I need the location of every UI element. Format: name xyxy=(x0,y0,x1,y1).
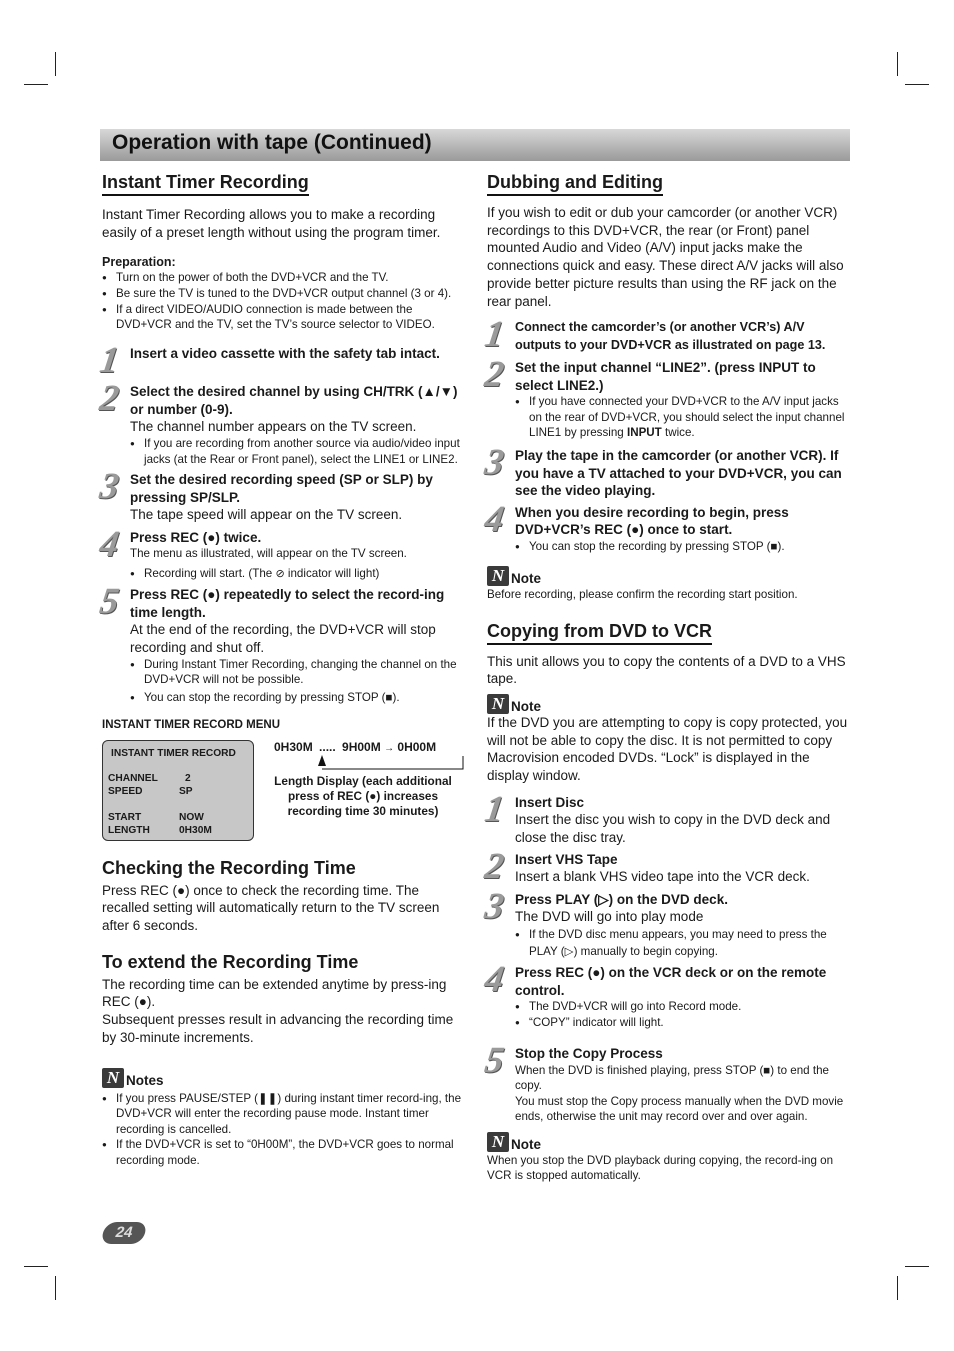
step-number: 1 xyxy=(482,314,505,356)
step-text: The tape speed will appear on the TV screen. xyxy=(130,507,403,523)
menu-illustration xyxy=(102,740,464,844)
crop-mark xyxy=(897,1276,898,1300)
bracket-arrow-icon xyxy=(314,754,464,772)
instant-timer-intro: Instant Timer Recording allows you to make a recording easily of a preset length without using the program timer. xyxy=(102,207,441,240)
list-item: ● During Instant Timer Recording, changing the channel on the DVD+VCR will not be possible. xyxy=(130,657,464,688)
length-display-caption: Length Display (each additional press of REC (●) increases recording time 30 minutes) xyxy=(274,773,452,819)
notes-label: Notes xyxy=(126,1072,164,1088)
step-number: 2 xyxy=(482,845,505,887)
menu-length-value: 0H30M xyxy=(179,824,212,836)
length-sequence xyxy=(274,740,464,754)
instant-timer-heading: Instant Timer Recording xyxy=(102,172,309,196)
step-title: Stop the Copy Process xyxy=(515,1046,663,1062)
menu-channel-label: CHANNEL xyxy=(108,772,158,784)
list-item: ● If you are recording from another source via audio/video input jacks (at the Rear or Front panel), select the LINE1 or LINE2. xyxy=(130,436,464,467)
step-title: Press REC (●) twice. xyxy=(130,529,262,545)
left-column xyxy=(97,172,464,1169)
preparation-list xyxy=(102,270,464,332)
dubbing-heading: Dubbing and Editing xyxy=(487,172,663,196)
crop-mark xyxy=(897,52,898,76)
note-icon: N xyxy=(487,1132,509,1152)
length-dots: ..... xyxy=(319,739,336,754)
list-item xyxy=(130,566,464,583)
step-text: At the end of the recording, the DVD+VCR will stop recording and shut off. xyxy=(130,622,436,656)
extend-heading: To extend the Recording Time xyxy=(102,951,359,972)
menu-start-value: NOW xyxy=(179,811,204,823)
menu-speed-label: SPEED xyxy=(108,785,143,797)
step-text: The menu as illustrated, will appear on the TV screen. xyxy=(130,547,407,561)
copying-note-text: If the DVD you are attempting to copy is copy protected, you will not be able to copy the disc. It is not permitted to copy Macrovision encoded DVDs. “Lock” is displayed in the display window. xyxy=(487,715,848,784)
copy-step-4 xyxy=(482,959,851,1030)
list-item: ● You can stop the recording by pressing STOP (■). xyxy=(515,539,851,555)
step-title: Select the desired channel by using CH/TRK (▲/▼) or number (0-9). xyxy=(130,384,458,417)
menu-length-label: LENGTH xyxy=(108,824,150,836)
list-item xyxy=(515,394,851,441)
note-label: Note xyxy=(511,699,541,714)
right-column xyxy=(482,172,851,1184)
bullet-text-b: indicator will light) xyxy=(287,566,380,580)
step-title: Connect the camcorder’s (or another VCR’s) A/V outputs to your DVD+VCR as illustrated on page 13. xyxy=(515,320,826,352)
step-text: Insert the disc you wish to copy in the DVD deck and close the disc tray. xyxy=(515,812,831,846)
extend-text-1: The recording time can be extended anytime by press-ing REC (●). xyxy=(102,976,447,1010)
copy-step-1 xyxy=(482,788,851,847)
step-text: Insert a blank VHS video tape into the VCR deck. xyxy=(515,869,810,885)
dubbing-intro: If you wish to edit or dub your camcorder (or another VCR) recordings to this DVD+VCR, the rear (or Front) panel mounted Audio and Video (A/V) input jacks make the connections quick and easy. These direct A/V jacks will also provide better picture results than using the RF jack on the rear panel. xyxy=(487,205,844,309)
step-title: Insert a video cassette with the safety tab intact. xyxy=(130,345,440,361)
extend-text-2: Subsequent presses result in advancing the recording time by 30-minute increments. xyxy=(102,1012,454,1045)
length-mid: 9H00M xyxy=(342,739,381,754)
length-end: 0H00M xyxy=(397,739,437,754)
list-item: ● The DVD+VCR will go into Record mode. xyxy=(515,999,851,1015)
note-icon: N xyxy=(487,694,509,714)
length-start: 0H30M xyxy=(274,739,313,754)
step-number: 3 xyxy=(482,885,505,927)
list-item: ● If a direct VIDEO/AUDIO connection is made between the DVD+VCR and the TV, set the TV’s source selector to VIDEO. xyxy=(102,302,464,333)
instant-timer-menu-screen xyxy=(102,740,254,841)
crop-mark xyxy=(905,1266,929,1267)
step-number: 1 xyxy=(97,339,120,381)
step-text: The DVD will go into play mode xyxy=(515,909,704,925)
list-item: ● You can stop the recording by pressing STOP (■). xyxy=(130,690,464,706)
menu-label: INSTANT TIMER RECORD MENU xyxy=(102,718,281,731)
step-number: 5 xyxy=(97,581,120,623)
copy-step-3 xyxy=(482,885,851,960)
step-number: 1 xyxy=(482,788,505,830)
step-number: 4 xyxy=(97,523,120,565)
step-title: Play the tape in the camcorder (or another VCR). If you have a TV attached to your DVD+VCR, you can see the video playing. xyxy=(515,448,842,498)
menu-title: INSTANT TIMER RECORD xyxy=(111,747,236,759)
bullet-text-a: Recording will start. (The xyxy=(144,566,273,580)
note-icon: N xyxy=(102,1068,124,1088)
bullet-bold: INPUT xyxy=(626,426,662,440)
step-number: 2 xyxy=(97,378,120,420)
step-title: Insert VHS Tape xyxy=(515,851,618,867)
dubbing-step-4 xyxy=(482,498,851,555)
step-number: 4 xyxy=(482,959,505,1001)
arrow-icon: → xyxy=(384,742,395,754)
list-item: ● Turn on the power of both the DVD+VCR and the TV. xyxy=(102,270,464,286)
menu-speed-value: SP xyxy=(179,785,193,797)
step-text: The channel number appears on the TV screen. xyxy=(130,419,417,435)
instant-step-1 xyxy=(97,339,464,381)
crop-mark xyxy=(24,1266,48,1267)
dubbing-step-2 xyxy=(482,354,851,441)
step-number: 2 xyxy=(482,354,505,396)
step-number: 3 xyxy=(482,442,505,483)
step-title: When you desire recording to begin, press DVD+VCR’s REC (●) once to start. xyxy=(515,504,789,537)
instant-step-4 xyxy=(97,523,464,583)
crop-mark xyxy=(55,52,56,76)
dubbing-note-header xyxy=(487,566,851,586)
timer-indicator-icon: ⊘ xyxy=(275,567,285,580)
list-item: ● “COPY” indicator will light. xyxy=(515,1015,851,1031)
step-text: You must stop the Copy process manually when the DVD movie ends, otherwise the unit may record over and over again. xyxy=(515,1094,844,1124)
step-title: Set the input channel “LINE2”. (press INPUT to select LINE2.) xyxy=(515,360,816,393)
instant-step-3 xyxy=(97,466,464,524)
copying-note-header xyxy=(487,694,851,714)
instant-step-5 xyxy=(97,581,464,705)
copying-heading: Copying from DVD to VCR xyxy=(487,621,712,645)
copy-step-2 xyxy=(482,845,851,887)
bullet-text-a: If you have connected your DVD+VCR to the A/V input jacks on the rear of DVD+VCR, you should select the input channel LINE1 by pressing xyxy=(529,395,845,440)
notes-header xyxy=(102,1068,464,1088)
note-icon: N xyxy=(487,566,509,586)
note-label: Note xyxy=(511,571,541,587)
step-number: 5 xyxy=(482,1040,505,1082)
dubbing-step-1 xyxy=(482,314,851,356)
dubbing-step-3 xyxy=(482,442,851,500)
step-number: 3 xyxy=(97,466,120,508)
step-title: Set the desired recording speed (SP or SLP) by pressing SP/SLP. xyxy=(130,472,433,505)
step-number: 4 xyxy=(482,498,505,540)
step-title: Press PLAY (▷) on the DVD deck. xyxy=(515,891,728,907)
step-title: Insert Disc xyxy=(515,794,585,810)
list-item: ● If you press PAUSE/STEP (❚❚) during instant timer record-ing, the DVD+VCR will enter the recording pause mode. Instant timer recording is cancelled. xyxy=(102,1091,464,1138)
menu-start-label: START xyxy=(108,811,142,823)
note-label: Note xyxy=(511,1136,541,1152)
crop-mark xyxy=(24,84,48,85)
dubbing-note-text: Before recording, please confirm the recording start position. xyxy=(487,588,798,602)
page-number: 24 xyxy=(100,1222,148,1244)
bullet-text-b: twice. xyxy=(664,426,695,440)
instant-step-2 xyxy=(97,378,464,467)
checking-heading: Checking the Recording Time xyxy=(102,857,356,878)
step-text: When the DVD is finished playing, press STOP (■) to end the copy. xyxy=(515,1063,829,1093)
copying-note2-header xyxy=(487,1132,851,1152)
copying-intro: This unit allows you to copy the contents of a DVD to a VHS tape. xyxy=(487,653,846,687)
copying-note2-text: When you stop the DVD playback during copying, the record-ing on VCR is stopped automatically. xyxy=(487,1153,834,1183)
notes-list xyxy=(102,1091,464,1169)
copy-step-5 xyxy=(482,1040,851,1125)
preparation-label: Preparation: xyxy=(102,255,176,270)
menu-channel-value: 2 xyxy=(185,772,191,784)
crop-mark xyxy=(905,84,929,85)
crop-mark xyxy=(55,1276,56,1300)
step-title: Press REC (●) repeatedly to select the record-ing time length. xyxy=(130,587,445,620)
checking-text: Press REC (●) once to check the recording time. The recalled setting will automatically return to the TV screen after 6 seconds. xyxy=(102,882,440,934)
page-title-bar xyxy=(100,129,850,161)
list-item: ● If the DVD disc menu appears, you may need to press the PLAY (▷) manually to begin copying. xyxy=(515,926,851,960)
list-item: ● Be sure the TV is tuned to the DVD+VCR output channel (3 or 4). xyxy=(102,286,464,302)
page-title: Operation with tape (Continued) xyxy=(112,131,432,154)
list-item: ● If the DVD+VCR is set to “0H00M”, the DVD+VCR goes to normal recording mode. xyxy=(102,1137,464,1168)
step-title: Press REC (●) on the VCR deck or on the remote control. xyxy=(515,965,827,998)
